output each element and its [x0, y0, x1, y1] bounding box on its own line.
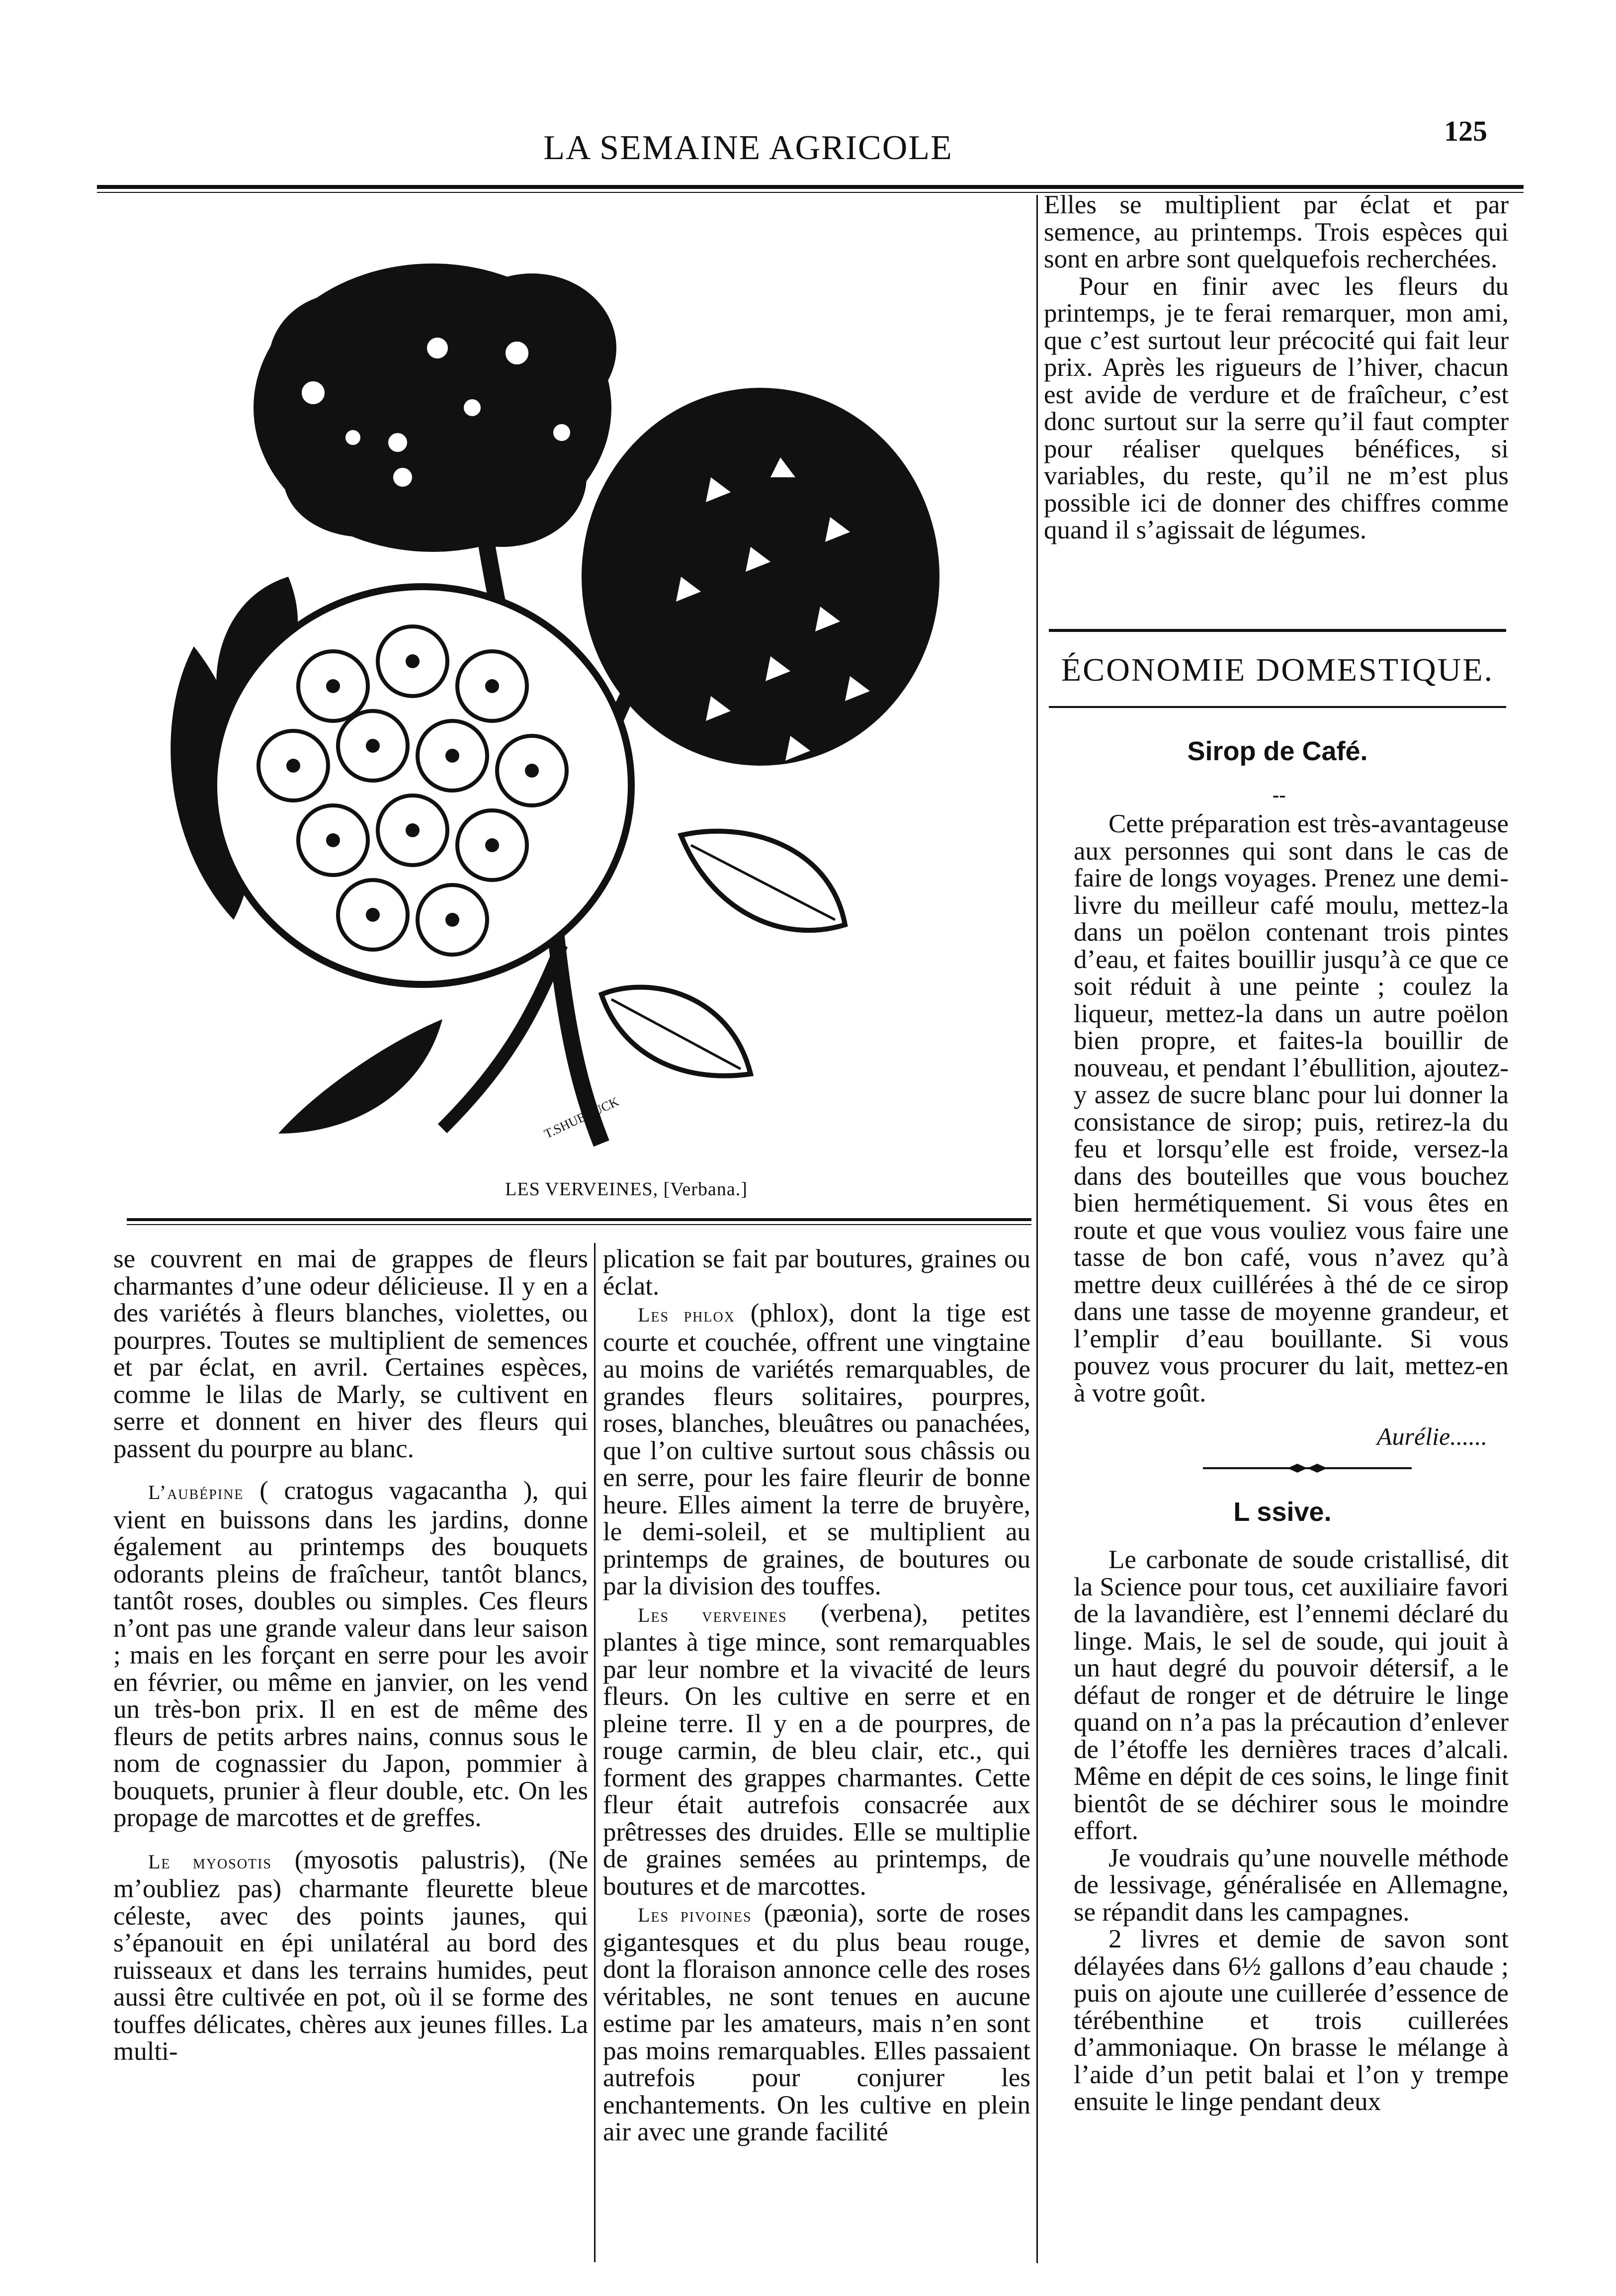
- dark-flower-cluster: [254, 264, 616, 552]
- author-signature: Aurélie......: [1377, 1422, 1488, 1450]
- article-title-lessive: L ssive.: [1233, 1497, 1332, 1527]
- paragraph: Je voudrais qu’une nouvelle méthode de lessivage, généralisée en Allemagne, se répandit dans les campagnes.: [1074, 1843, 1509, 1927]
- left-column: [113, 1245, 588, 2065]
- middle-column: [603, 1245, 1030, 2146]
- article-lessive-body: [1074, 1546, 1509, 2116]
- header-rule: [97, 185, 1524, 189]
- section-rule-top: [1049, 629, 1506, 632]
- white-flower-cluster: [214, 587, 631, 984]
- entry-label: Les phlox: [638, 1304, 735, 1326]
- section-title: ÉCONOMIE DOMESTIQUE.: [1061, 652, 1494, 688]
- paragraph: 2 livres et demie de savon sont délayées dans 6½ gallons d’eau chaude ; puis on ajoute une cuillerée d’essence de térébenthine et trois cuillerées d’ammoniaque. On brasse le mélange à l’aide d’un petit balai et l’on y trempe ensuite le linge pendant deux: [1074, 1925, 1509, 2116]
- verbena-illustration: [124, 199, 999, 1153]
- paragraph-myosotis: Le myosotis (myosotis palustris), (Ne m’oubliez pas) charmante fleurette bleue céleste, avec des points jaunes, qui s’épanouit en épi unilatéral au bord des ruisseaux et dans les terrains humides, peut aussi être cultivée en pot, où il se forme des touffes délicates, chères aux jeunes filles. La multi-: [113, 1845, 588, 2066]
- running-header: LA SEMAINE AGRICOLE: [543, 129, 953, 167]
- paragraph-verveines: Les verveines (verbena), petites plantes à tige mince, sont remarquables par leur nombre et la vivacité de leurs fleurs. On les cultive en serre et en pleine terre. Il y en a de pourpres, de rouge carmin, de bleu clair, etc., qui forment des grappes charmantes. Cette fleur était autrefois consacrée aux prêtresses des druides. Elle se multiplie de graines semées au printemps, de boutures et de marcottes.: [603, 1598, 1030, 1901]
- ornament-icon: [1203, 1461, 1412, 1476]
- paragraph: Elles se multiplient par éclat et par semence, au printemps. Trois espèces qui sont en arbre sont quelquefois recherchées.: [1044, 190, 1509, 273]
- paragraph: Cette préparation est très-avantageuse aux personnes qui sont dans le cas de faire de longs voyages. Prenez une demi-livre du meilleur café moulu, mettez-la dans un poëlon contenant trois pintes d’eau, et faites bouillir jusqu’à ce que ce soit réduit à une peinte ; coulez la liqueur, mettez-la dans un autre poëlon bien propre, et faites-la bouillir de nouveau, et pendant l’ébullition, ajoutez-y assez de sucre blanc pour lui donner la consistance de sirop; puis, retirez-la du feu et lorsqu’elle est froide, versez-la dans des bouteilles que vous bouchez bien hermétiquement. Si vous êtes en route et que vous vouliez vous faire une tasse de bon café, vous n’avez qu’à mettre deux cuillérées à thé de ce sirop dans une tasse de moyenne grandeur, et l’emplir d’eau bouillante. Si vous pouvez vous procurer du lait, mettez-en à votre goût.: [1074, 809, 1509, 1408]
- paragraph-pivoines: Les pivoines (pæonia), sorte de roses gigantesques et du plus beau rouge, dont la floraison annonce celle des roses véritables, ne sont tenues en aucune estime par les amateurs, mais n’en sont pas moins remarquables. Elles passaient autrefois pour conjurer les enchantements. On les cultive en plein air avec une grande facilité: [603, 1899, 1030, 2146]
- article-sirop-body: [1074, 810, 1509, 1407]
- entry-label: Les pivoines: [638, 1904, 752, 1926]
- figure-bottom-rule-thin: [127, 1224, 1031, 1225]
- figure-bottom-rule: [127, 1218, 1031, 1221]
- right-column-top: [1044, 191, 1509, 544]
- engraver-signature: T.SHUBRUCK: [542, 1094, 621, 1142]
- entry-label: Les verveines: [638, 1603, 787, 1626]
- paragraph: Pour en finir avec les fleurs du printemps, je te ferai remarquer, mon ami, que c’est surtout leur précocité qui fait leur prix. Après les rigueurs de l’hiver, chacun est avide de verdure et de fraîcheur, c’est donc surtout sur la serre qu’il faut compter pour réaliser quelques bénéfices, si variables, du reste, qu’il ne m’est plus possible ici de donner des chiffres comme quand il s’agissait de légumes.: [1044, 271, 1509, 544]
- entry-label: Le myosotis: [148, 1850, 272, 1873]
- ornament-divider: [1203, 1461, 1412, 1476]
- right-flower-cluster: [582, 388, 939, 766]
- section-rule-bottom: [1049, 706, 1506, 708]
- paragraph-phlox: Les phlox (phlox), dont la tige est courte et couchée, offrent une vingtaine au moins de variétés remarquables, de grandes fleurs solitaires, pourpres, roses, blanches, bleuâtres ou panachées, que l’on cultive surtout sous châssis ou en serre, pour les faire fleurir de bonne heure. Elles aiment la terre de bruyère, le demi-soleil, et se multiplient au printemps de graines, de boutures ou par la division des touffes.: [603, 1299, 1030, 1600]
- paragraph-aubepine: L’aubépine ( cratogus vagacantha ), qui vient en buissons dans les jardins, donne également au printemps des bouquets odorants pleins de fraîcheur, tantôt blancs, tantôt roses, doubles ou simples. Ces fleurs n’ont pas une grande valeur dans leur saison ; mais en les forçant en serre pour les avoir en février, ou même en janvier, on les vend un très-bon prix. Il en est de même des fleurs de petits arbres nains, connus sous le nom de cognassier du Japon, pommier à bouquets, prunier à fleur double, etc. On les propage de marcottes et de greffes.: [113, 1476, 588, 1832]
- title-dash: --: [1273, 784, 1286, 806]
- paragraph: Le carbonate de soude cristallisé, dit la Science pour tous, cet auxiliaire favori de la lavandière, est l’ennemi déclaré du linge. Mais, le sel de soude, qui jouit à un haut degré du pouvoir détersif, a le défaut de ronger et de détruire le linge quand on n’a pas la précaution d’enlever de l’étoffe les dernières traces d’alcali. Même en dépit de ces soins, le linge finit bientôt de se déchirer sous le moindre effort.: [1074, 1545, 1509, 1845]
- page-number: 125: [1444, 115, 1487, 147]
- paragraph: se couvrent en mai de grappes de fleurs charmantes d’une odeur délicieuse. Il y en a des variétés à fleurs blanches, violettes, ou pourpres. Toutes se multiplient de semences et par éclat, en avril. Certaines espèces, comme le lilas de Marly, se cultivent en serre et donnent en hiver des fleurs qui passent du pourpre au blanc.: [113, 1244, 588, 1463]
- column-rule-right: [1036, 195, 1038, 2263]
- figure-caption: LES VERVEINES, [Verbana.]: [505, 1179, 748, 1200]
- column-rule-middle: [594, 1243, 595, 2262]
- entry-label: L’aubépine: [148, 1481, 244, 1503]
- article-title-sirop: Sirop de Café.: [1187, 736, 1368, 766]
- outlined-leaves: [601, 831, 845, 1076]
- paragraph: plication se fait par boutures, graines ou éclat.: [603, 1244, 1030, 1301]
